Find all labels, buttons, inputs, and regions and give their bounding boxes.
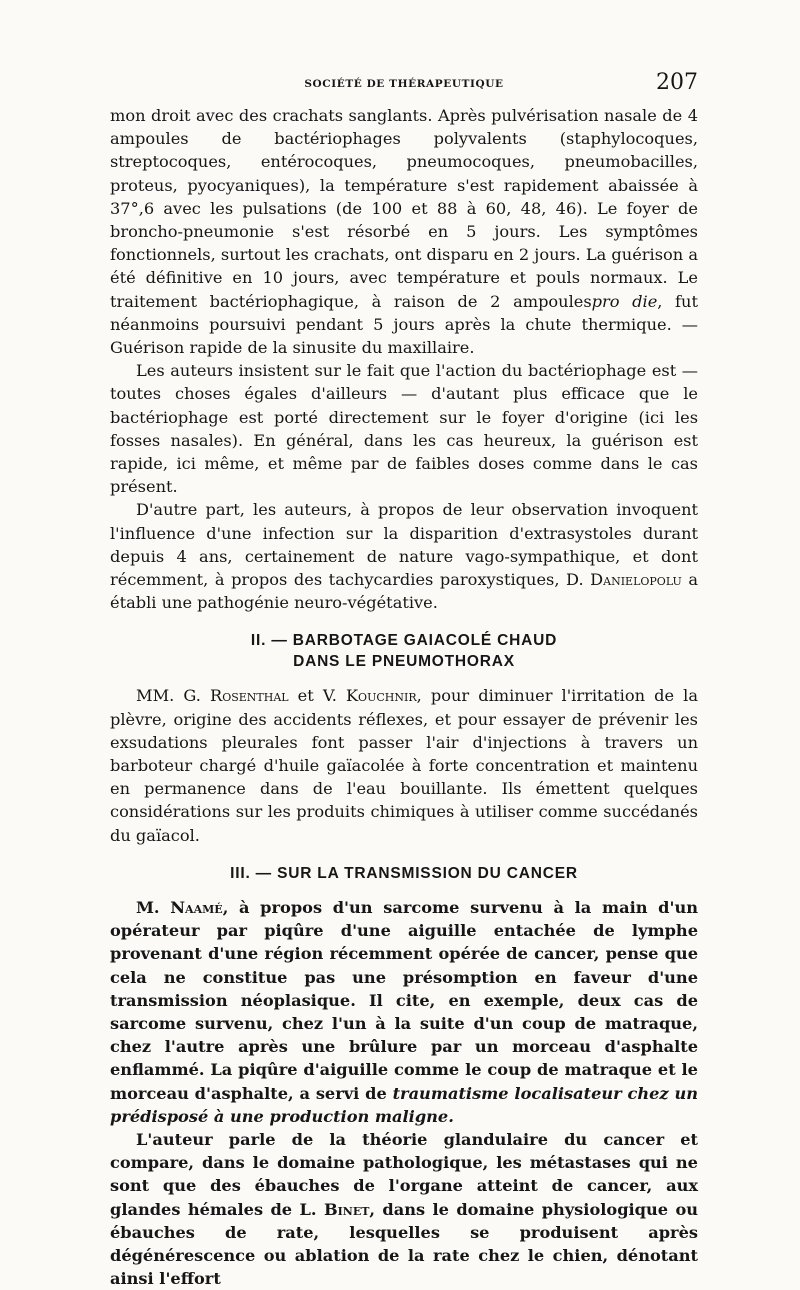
author-name: Naamé [170,897,223,917]
paragraph-text: L'auteur parle de la théorie glandulaire du cancer et compare, dans le domaine pathologique, les métastases qui ne sont que des ébauches de l'organe atteint de cancer, aux glandes hémales de L. [110,1129,698,1219]
paragraph-barbotage [110,684,698,846]
author-name: Binet [323,1199,370,1219]
section-title-line: III. — SUR LA TRANSMISSION DU CANCER [230,864,578,882]
paragraph-glandular-theory [110,1128,698,1290]
paragraph-authors-insist [110,359,698,498]
section-title-cancer [110,863,698,884]
paragraph-text: M. [136,897,160,917]
paragraph-text: , pour diminuer l'irritation de la plèvre, origine des accidents réflexes, et pour essayer de prévenir les exsudations pleurales font passer l'air d'injections à travers un barboteur chargé d'huile gaïacolée à forte concentration et maintenu en permanence dans de l'eau bouillante. Ils émettent quelques considérations sur les produits chimiques à utiliser comme succédanés du gaïacol. [110,686,698,845]
page-number: 207 [656,70,698,95]
paragraph-text: et V. [288,686,337,706]
paragraph-case-report [110,104,698,359]
section-title-barbotage [110,630,698,672]
section-title-line: DANS LE PNEUMOTHORAX [293,653,515,671]
paragraph-text: D'autre part, les auteurs, à propos de leur observation invoquent l'influence d'une infection sur la disparition d'extrasystoles durant depuis 4 ans, certainement de nature vago-sympathique, et dont récemment, à propos des tachycardies paroxystiques, D. [110,500,698,590]
paragraph-text: , dans le domaine physiologique ou ébauches de rate, lesquelles se produisent après dégénérescence ou ablation de la rate chez le chien, dénotant ainsi l'effort [110,1199,699,1289]
page [110,70,698,1290]
page-header [110,70,698,102]
paragraph-text: MM. G. [136,686,201,706]
italic-text: pro die [591,291,658,311]
author-name: Kouchnir [345,686,417,706]
author-name: Danielopolu [590,570,682,590]
section-title-line: II. — BARBOTAGE GAIACOLÉ CHAUD [250,632,558,650]
paragraph-text: , à propos d'un sarcome survenu à la main d'un opérateur par piqûre d'une aiguille entachée de lymphe provenant d'une région récemment opérée de cancer, pense que cela ne constitue pas une présomption en faveur d'une transmission néoplasique. Il cite, en exemple, deux cas de sarcome survenu, chez l'un à la suite d'un coup de matraque, chez l'autre après une brûlure par un morceau d'asphalte enflammé. La piqûre d'aiguille comme le coup de matraque et le morceau d'asphalte, a servi de [110,897,698,1103]
running-title: SOCIÉTÉ DE THÉRAPEUTIQUE [304,78,504,90]
paragraph-text: Les auteurs insistent sur le fait que l'action du bactériophage est — toutes choses égales d'ailleurs — d'autant plus efficace que le bactériophage est porté directement sur le foyer d'origine (ici les fosses nasales). En général, dans les cas heureux, la guérison est rapide, ici même, et même par de faibles doses comme dans le cas présent. [110,361,698,497]
paragraph-text: a établi une pathogénie neuro-végétative. [110,570,698,613]
author-name: Rosenthal [210,686,289,706]
italic-text: traumatisme localisateur chez un prédisposé à une production maligne. [110,1083,698,1126]
paragraph-text: , fut néanmoins poursuivi pendant 5 jours après la chute thermique. — Guérison rapide de la sinusite du maxillaire. [110,291,698,358]
paragraph-text: mon droit avec des crachats sanglants. Après pulvérisation nasale de 4 ampoules de bactériophages polyvalents (staphylocoques, streptocoques, entérocoques, pneumocoques, pneumobacilles, proteus, pyocyaniques), la température s'est rapidement abaissée à 37°,6 avec les pulsations (de 100 et 88 à 60, 48, 46). Le foyer de broncho-pneumonie s'est résorbé en 5 jours. Les symptômes fonctionnels, surtout les crachats, ont disparu en 2 jours. La guérison a été définitive en 10 jours, avec température et pouls normaux. Le traitement bactériophagique, à raison de 2 ampoules [110,106,698,311]
cancer-section-body [110,896,698,1290]
paragraph-naame [110,896,698,1128]
paragraph-extrasystoles [110,498,698,614]
